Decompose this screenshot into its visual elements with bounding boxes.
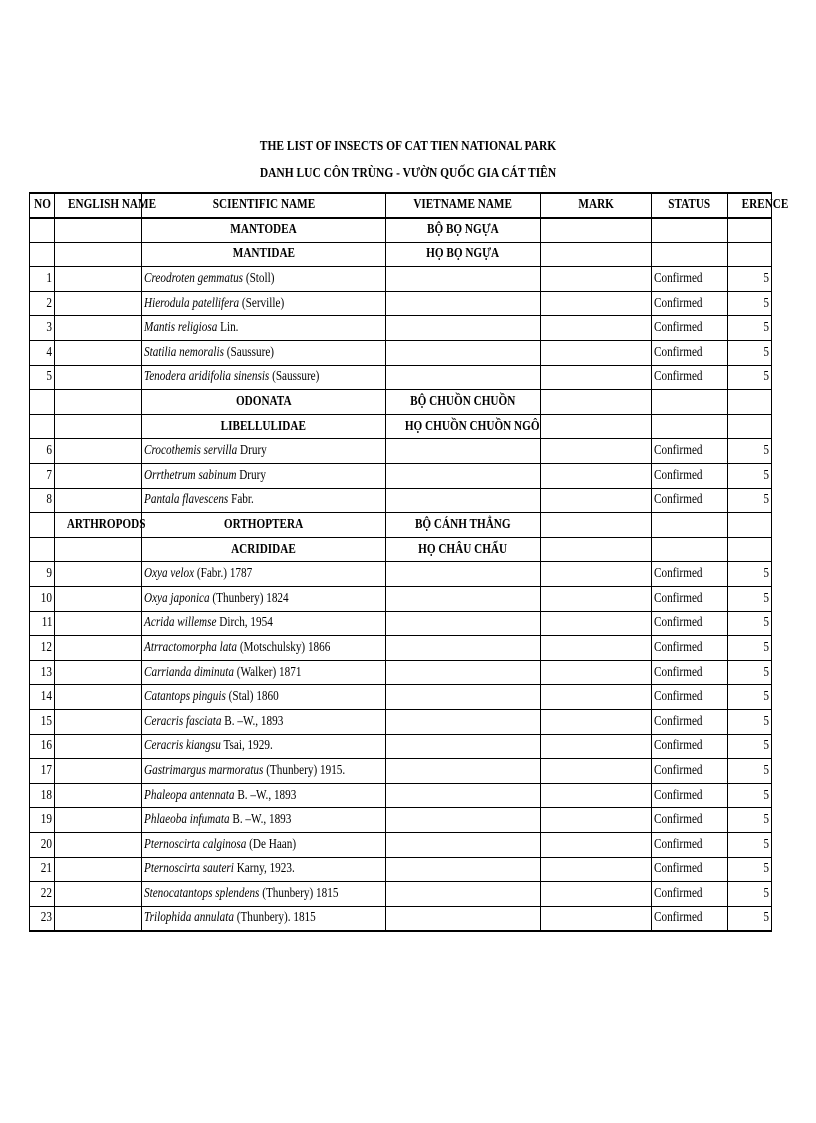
vietnamese-name-cell — [386, 783, 541, 808]
species-row — [30, 291, 772, 316]
scientific-name-cell: MANTIDAE — [142, 242, 386, 267]
species-row — [30, 906, 772, 931]
english-name-cell — [55, 537, 142, 562]
header-mark: MARK — [541, 193, 652, 218]
vietnamese-name-cell — [386, 660, 541, 685]
scientific-name-cell — [142, 808, 386, 833]
reference-cell: 5 — [728, 857, 772, 882]
author: (Stal) 1860 — [228, 689, 279, 705]
reference-cell — [728, 414, 772, 439]
reference-cell — [728, 218, 772, 243]
mark-cell — [541, 857, 652, 882]
scientific-name-cell — [142, 562, 386, 587]
mark-cell — [541, 242, 652, 267]
author: (Thunbery). 1815 — [236, 910, 316, 926]
vietnamese-name-cell — [386, 562, 541, 587]
reference-cell: 5 — [728, 439, 772, 464]
author: Lin. — [220, 320, 239, 336]
genus-species: Oxya velox — [144, 566, 195, 582]
english-name-cell — [55, 882, 142, 907]
mark-cell — [541, 587, 652, 612]
mark-cell — [541, 660, 652, 685]
english-name-cell — [55, 291, 142, 316]
document-title-vietnamese: DANH LUC CÔN TRÙNG - VƯỜN QUỐC GIA CÁT TIÊN — [259, 166, 557, 181]
status-cell: Confirmed — [652, 857, 728, 882]
genus-species: Atrractomorpha lata — [144, 639, 238, 655]
status-cell — [652, 414, 728, 439]
reference-cell: 5 — [728, 267, 772, 292]
author: (De Haan) — [249, 836, 297, 852]
no-cell: 11 — [30, 611, 55, 636]
status-cell — [652, 242, 728, 267]
english-name-cell — [55, 341, 142, 366]
english-name-cell — [55, 783, 142, 808]
no-cell: 8 — [30, 488, 55, 513]
status-cell: Confirmed — [652, 709, 728, 734]
species-row — [30, 488, 772, 513]
group-row — [30, 537, 772, 562]
species-row — [30, 709, 772, 734]
genus-species: Oxya japonica — [144, 590, 210, 606]
status-cell: Confirmed — [652, 316, 728, 341]
species-row — [30, 832, 772, 857]
genus-species: Mantis religiosa — [144, 320, 218, 336]
species-row — [30, 636, 772, 661]
author: (Motschulsky) 1866 — [239, 639, 331, 655]
genus-species: Stenocatantops splendens — [144, 885, 260, 901]
mark-cell — [541, 808, 652, 833]
scientific-name-cell — [142, 488, 386, 513]
genus-species: Tenodera aridifolia sinensis — [144, 369, 270, 385]
no-cell — [30, 513, 55, 538]
table-body — [30, 193, 789, 931]
header-reference: ERENCE — [728, 193, 772, 218]
scientific-name-cell — [142, 906, 386, 931]
vietnamese-name-cell: BỘ BỌ NGỰA — [386, 218, 541, 243]
no-cell: 14 — [30, 685, 55, 710]
vietnamese-name-cell — [386, 587, 541, 612]
vietnamese-name-cell — [386, 341, 541, 366]
vietnamese-name-cell: HỌ CHUỒN CHUỒN NGÔ — [386, 414, 541, 439]
english-name-cell — [55, 832, 142, 857]
reference-cell: 5 — [728, 291, 772, 316]
species-row — [30, 316, 772, 341]
genus-species: Hierodula patellifera — [144, 295, 240, 311]
no-cell: 20 — [30, 832, 55, 857]
english-name-cell — [55, 906, 142, 931]
genus-species: Phlaeoba infumata — [144, 812, 230, 828]
status-cell: Confirmed — [652, 587, 728, 612]
vietnamese-name-cell — [386, 685, 541, 710]
scientific-name-cell: ORTHOPTERA — [142, 513, 386, 538]
no-cell: 23 — [30, 906, 55, 931]
genus-species: Pantala flavescens — [144, 492, 229, 508]
scientific-name-cell — [142, 636, 386, 661]
author: (Thunbery) 1915. — [266, 762, 346, 778]
reference-cell — [728, 242, 772, 267]
mark-cell — [541, 562, 652, 587]
status-cell: Confirmed — [652, 759, 728, 784]
reference-cell: 5 — [728, 488, 772, 513]
status-cell: Confirmed — [652, 685, 728, 710]
scientific-name-cell — [142, 832, 386, 857]
status-cell: Confirmed — [652, 783, 728, 808]
english-name-cell — [55, 734, 142, 759]
mark-cell — [541, 218, 652, 243]
vietnamese-name-cell — [386, 267, 541, 292]
scientific-name-cell — [142, 267, 386, 292]
scientific-name-cell — [142, 759, 386, 784]
status-cell: Confirmed — [652, 267, 728, 292]
mark-cell — [541, 488, 652, 513]
scientific-name-cell — [142, 857, 386, 882]
mark-cell — [541, 291, 652, 316]
vietnamese-name-cell: HỌ BỌ NGỰA — [386, 242, 541, 267]
author: (Saussure) — [226, 344, 275, 360]
english-name-cell — [55, 390, 142, 415]
reference-cell: 5 — [728, 660, 772, 685]
no-cell: 22 — [30, 882, 55, 907]
author: B. –W., 1893 — [224, 713, 284, 729]
status-cell: Confirmed — [652, 464, 728, 489]
mark-cell — [541, 832, 652, 857]
species-row — [30, 562, 772, 587]
no-cell: 21 — [30, 857, 55, 882]
status-cell: Confirmed — [652, 439, 728, 464]
no-cell: 18 — [30, 783, 55, 808]
english-name-cell — [55, 365, 142, 390]
author: (Serville) — [241, 295, 285, 311]
reference-cell: 5 — [728, 759, 772, 784]
vietnamese-name-cell — [386, 882, 541, 907]
no-cell: 5 — [30, 365, 55, 390]
vietnamese-name-cell — [386, 291, 541, 316]
author: Drury — [240, 443, 267, 459]
mark-cell — [541, 365, 652, 390]
species-row — [30, 341, 772, 366]
reference-cell — [728, 537, 772, 562]
reference-cell: 5 — [728, 808, 772, 833]
english-name-cell — [55, 759, 142, 784]
reference-cell: 5 — [728, 734, 772, 759]
scientific-name-cell: ODONATA — [142, 390, 386, 415]
english-name-cell — [55, 439, 142, 464]
vietnamese-name-cell — [386, 857, 541, 882]
species-row — [30, 587, 772, 612]
vietnamese-name-cell: BỘ CHUỒN CHUỒN — [386, 390, 541, 415]
author: Fabr. — [231, 492, 254, 508]
author: Karny, 1923. — [236, 861, 295, 877]
no-cell: 16 — [30, 734, 55, 759]
mark-cell — [541, 341, 652, 366]
species-row — [30, 808, 772, 833]
author: B. –W., 1893 — [232, 812, 292, 828]
no-cell: 12 — [30, 636, 55, 661]
group-row — [30, 414, 772, 439]
species-row — [30, 734, 772, 759]
english-name-cell — [55, 218, 142, 243]
status-cell: Confirmed — [652, 365, 728, 390]
header-no: NO — [30, 193, 55, 218]
vietnamese-name-cell — [386, 906, 541, 931]
genus-species: Carrianda diminuta — [144, 664, 234, 680]
mark-cell — [541, 882, 652, 907]
scientific-name-cell: MANTODEA — [142, 218, 386, 243]
no-cell: 3 — [30, 316, 55, 341]
english-name-cell — [55, 414, 142, 439]
species-row — [30, 759, 772, 784]
genus-species: Gastrimargus marmoratus — [144, 762, 264, 778]
no-cell: 15 — [30, 709, 55, 734]
genus-species: Acrida willemse — [144, 615, 217, 631]
english-name-cell — [55, 316, 142, 341]
genus-species: Orrthetrum sabinum — [144, 467, 237, 483]
reference-cell: 5 — [728, 587, 772, 612]
mark-cell — [541, 316, 652, 341]
scientific-name-cell — [142, 291, 386, 316]
vietnamese-name-cell — [386, 611, 541, 636]
mark-cell — [541, 709, 652, 734]
genus-species: Pternoscirta sauteri — [144, 861, 234, 877]
scientific-name-cell — [142, 316, 386, 341]
author: Tsai, 1929. — [223, 738, 273, 754]
reference-cell: 5 — [728, 636, 772, 661]
species-row — [30, 439, 772, 464]
english-name-cell — [55, 857, 142, 882]
mark-cell — [541, 537, 652, 562]
no-cell — [30, 242, 55, 267]
vietnamese-name-cell — [386, 316, 541, 341]
author: B. –W., 1893 — [237, 787, 297, 803]
no-cell — [30, 390, 55, 415]
group-row — [30, 242, 772, 267]
header-row — [30, 193, 772, 218]
english-name-cell — [55, 636, 142, 661]
english-name-cell — [55, 685, 142, 710]
scientific-name-cell — [142, 341, 386, 366]
reference-cell: 5 — [728, 341, 772, 366]
insect-list-table — [29, 192, 789, 932]
scientific-name-cell: ACRIDIDAE — [142, 537, 386, 562]
group-row — [30, 218, 772, 243]
reference-cell: 5 — [728, 906, 772, 931]
genus-species: Ceracris kiangsu — [144, 738, 221, 754]
scientific-name-cell: LIBELLULIDAE — [142, 414, 386, 439]
scientific-name-cell — [142, 587, 386, 612]
species-row — [30, 267, 772, 292]
author: (Stoll) — [245, 271, 275, 287]
no-cell: 1 — [30, 267, 55, 292]
english-name-cell — [55, 267, 142, 292]
genus-species: Creodroten gemmatus — [144, 271, 244, 287]
status-cell — [652, 390, 728, 415]
genus-species: Ceracris fasciata — [144, 713, 222, 729]
mark-cell — [541, 759, 652, 784]
group-row — [30, 513, 772, 538]
vietnamese-name-cell — [386, 759, 541, 784]
status-cell: Confirmed — [652, 734, 728, 759]
mark-cell — [541, 783, 652, 808]
mark-cell — [541, 513, 652, 538]
no-cell: 4 — [30, 341, 55, 366]
scientific-name-cell — [142, 439, 386, 464]
species-row — [30, 857, 772, 882]
english-name-cell — [55, 242, 142, 267]
status-cell: Confirmed — [652, 832, 728, 857]
status-cell: Confirmed — [652, 906, 728, 931]
author: (Walker) 1871 — [236, 664, 302, 680]
vietnamese-name-cell — [386, 832, 541, 857]
genus-species: Crocothemis servilla — [144, 443, 238, 459]
scientific-name-cell — [142, 611, 386, 636]
mark-cell — [541, 439, 652, 464]
scientific-name-cell — [142, 882, 386, 907]
english-name-cell — [55, 709, 142, 734]
species-row — [30, 464, 772, 489]
mark-cell — [541, 685, 652, 710]
header-vietnamese-name: VIETNAME NAME — [386, 193, 541, 218]
reference-cell: 5 — [728, 709, 772, 734]
no-cell: 19 — [30, 808, 55, 833]
reference-cell: 5 — [728, 783, 772, 808]
mark-cell — [541, 390, 652, 415]
english-name-cell — [55, 488, 142, 513]
species-row — [30, 365, 772, 390]
vietnamese-name-cell — [386, 734, 541, 759]
status-cell — [652, 218, 728, 243]
reference-cell: 5 — [728, 882, 772, 907]
mark-cell — [541, 636, 652, 661]
reference-cell — [728, 390, 772, 415]
english-name-cell — [55, 587, 142, 612]
header-english-name: ENGLISH NAME — [55, 193, 142, 218]
reference-cell: 5 — [728, 562, 772, 587]
species-row — [30, 685, 772, 710]
mark-cell — [541, 464, 652, 489]
status-cell: Confirmed — [652, 562, 728, 587]
header-scientific-name: SCIENTIFIC NAME — [142, 193, 386, 218]
english-name-cell — [55, 660, 142, 685]
mark-cell — [541, 267, 652, 292]
no-cell: 17 — [30, 759, 55, 784]
status-cell: Confirmed — [652, 808, 728, 833]
genus-species: Phaleopa antennata — [144, 787, 235, 803]
vietnamese-name-cell — [386, 488, 541, 513]
mark-cell — [541, 906, 652, 931]
status-cell: Confirmed — [652, 882, 728, 907]
status-cell: Confirmed — [652, 341, 728, 366]
author: (Saussure) — [272, 369, 320, 385]
reference-cell: 5 — [728, 316, 772, 341]
reference-cell: 5 — [728, 464, 772, 489]
author: Dirch, 1954 — [219, 615, 273, 631]
english-name-cell — [55, 808, 142, 833]
mark-cell — [541, 734, 652, 759]
species-row — [30, 882, 772, 907]
group-row — [30, 390, 772, 415]
vietnamese-name-cell: HỌ CHÂU CHẤU — [386, 537, 541, 562]
no-cell — [30, 414, 55, 439]
reference-cell: 5 — [728, 685, 772, 710]
no-cell: 13 — [30, 660, 55, 685]
no-cell: 7 — [30, 464, 55, 489]
english-name-cell — [55, 464, 142, 489]
species-row — [30, 611, 772, 636]
vietnamese-name-cell — [386, 636, 541, 661]
author: (Thunbery) 1824 — [212, 590, 289, 606]
no-cell: 9 — [30, 562, 55, 587]
mark-cell — [541, 611, 652, 636]
reference-cell: 5 — [728, 832, 772, 857]
scientific-name-cell — [142, 365, 386, 390]
document-title-english: THE LIST OF INSECTS OF CAT TIEN NATIONAL PARK — [259, 139, 557, 154]
genus-species: Trilophida annulata — [144, 910, 234, 926]
no-cell: 10 — [30, 587, 55, 612]
vietnamese-name-cell — [386, 808, 541, 833]
species-row — [30, 783, 772, 808]
status-cell: Confirmed — [652, 611, 728, 636]
no-cell: 6 — [30, 439, 55, 464]
scientific-name-cell — [142, 685, 386, 710]
scientific-name-cell — [142, 783, 386, 808]
genus-species: Pternoscirta calginosa — [144, 836, 247, 852]
reference-cell: 5 — [728, 365, 772, 390]
reference-cell: 5 — [728, 611, 772, 636]
status-cell: Confirmed — [652, 291, 728, 316]
status-cell: Confirmed — [652, 636, 728, 661]
author: (Thunbery) 1815 — [262, 885, 339, 901]
english-name-cell: ARTHROPODS — [55, 513, 142, 538]
english-name-cell — [55, 611, 142, 636]
scientific-name-cell — [142, 709, 386, 734]
no-cell: 2 — [30, 291, 55, 316]
vietnamese-name-cell — [386, 709, 541, 734]
status-cell: Confirmed — [652, 660, 728, 685]
author: (Fabr.) 1787 — [196, 566, 253, 582]
no-cell — [30, 218, 55, 243]
scientific-name-cell — [142, 734, 386, 759]
no-cell — [30, 537, 55, 562]
header-status: STATUS — [652, 193, 728, 218]
status-cell — [652, 537, 728, 562]
mark-cell — [541, 414, 652, 439]
status-cell: Confirmed — [652, 488, 728, 513]
vietnamese-name-cell — [386, 464, 541, 489]
scientific-name-cell — [142, 660, 386, 685]
vietnamese-name-cell — [386, 439, 541, 464]
vietnamese-name-cell — [386, 365, 541, 390]
status-cell — [652, 513, 728, 538]
author: Drury — [239, 467, 266, 483]
english-name-cell — [55, 562, 142, 587]
scientific-name-cell — [142, 464, 386, 489]
species-row — [30, 660, 772, 685]
vietnamese-name-cell: BỘ CÁNH THẲNG — [386, 513, 541, 538]
genus-species: Catantops pinguis — [144, 689, 226, 705]
genus-species: Statilia nemoralis — [144, 344, 224, 360]
reference-cell — [728, 513, 772, 538]
